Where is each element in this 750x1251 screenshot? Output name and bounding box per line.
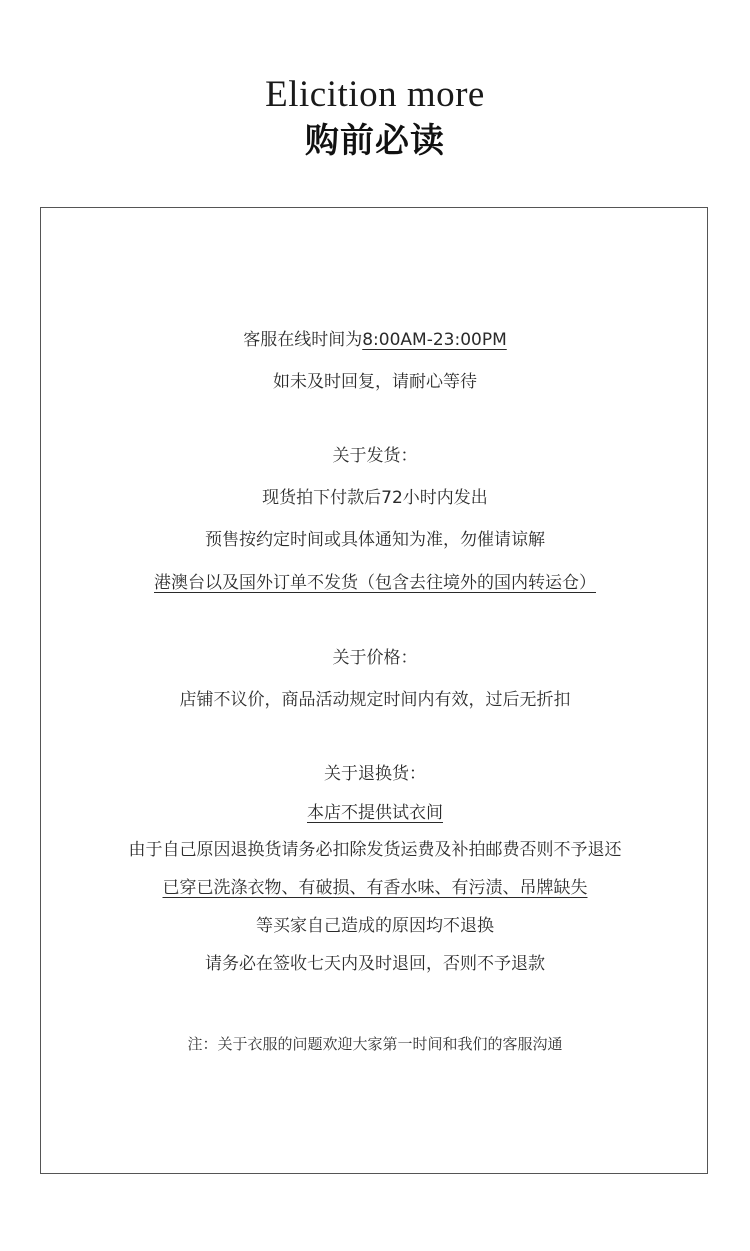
page-header — [0, 72, 750, 164]
returns-line-3-wrap — [0, 876, 750, 900]
service-hours-value: 8:00AM-23:00PM — [362, 330, 507, 350]
shipping-line-2: 预售按约定时间或具体通知为准，勿催请谅解 — [205, 530, 545, 550]
pricing-heading: 关于价格： — [332, 648, 418, 668]
returns-line-1-wrap — [0, 801, 750, 825]
returns-heading: 关于退换货： — [324, 764, 426, 784]
service-hours-prefix: 客服在线时间为 — [243, 330, 363, 350]
shipping-line-1: 现货拍下付款后72小时内发出 — [262, 488, 488, 508]
customer-service-note: 注：关于衣服的问题欢迎大家第一时间和我们的客服沟通 — [187, 1035, 563, 1053]
returns-line-5: 请务必在签收七天内及时退回，否则不予退款 — [205, 954, 545, 974]
returns-line-2: 由于自己原因退换货请务必扣除发货运费及补拍邮费否则不予退还 — [128, 840, 622, 860]
title-chinese: 购前必读 — [305, 121, 445, 161]
pricing-line-1: 店铺不议价，商品活动规定时间内有效，过后无折扣 — [179, 690, 571, 710]
service-hours-line — [0, 328, 750, 352]
returns-line-4: 等买家自己造成的原因均不退换 — [256, 916, 494, 936]
title-english: Elicition more — [265, 74, 485, 115]
returns-line-1: 本店不提供试衣间 — [307, 803, 443, 823]
shipping-line-3-wrap — [0, 571, 750, 595]
shipping-heading: 关于发货： — [332, 446, 418, 466]
reply-note: 如未及时回复，请耐心等待 — [273, 372, 477, 392]
shipping-line-3: 港澳台以及国外订单不发货（包含去往境外的国内转运仓） — [154, 573, 596, 593]
returns-line-3: 已穿已洗涤衣物、有破损、有香水味、有污渍、吊牌缺失 — [162, 878, 588, 898]
